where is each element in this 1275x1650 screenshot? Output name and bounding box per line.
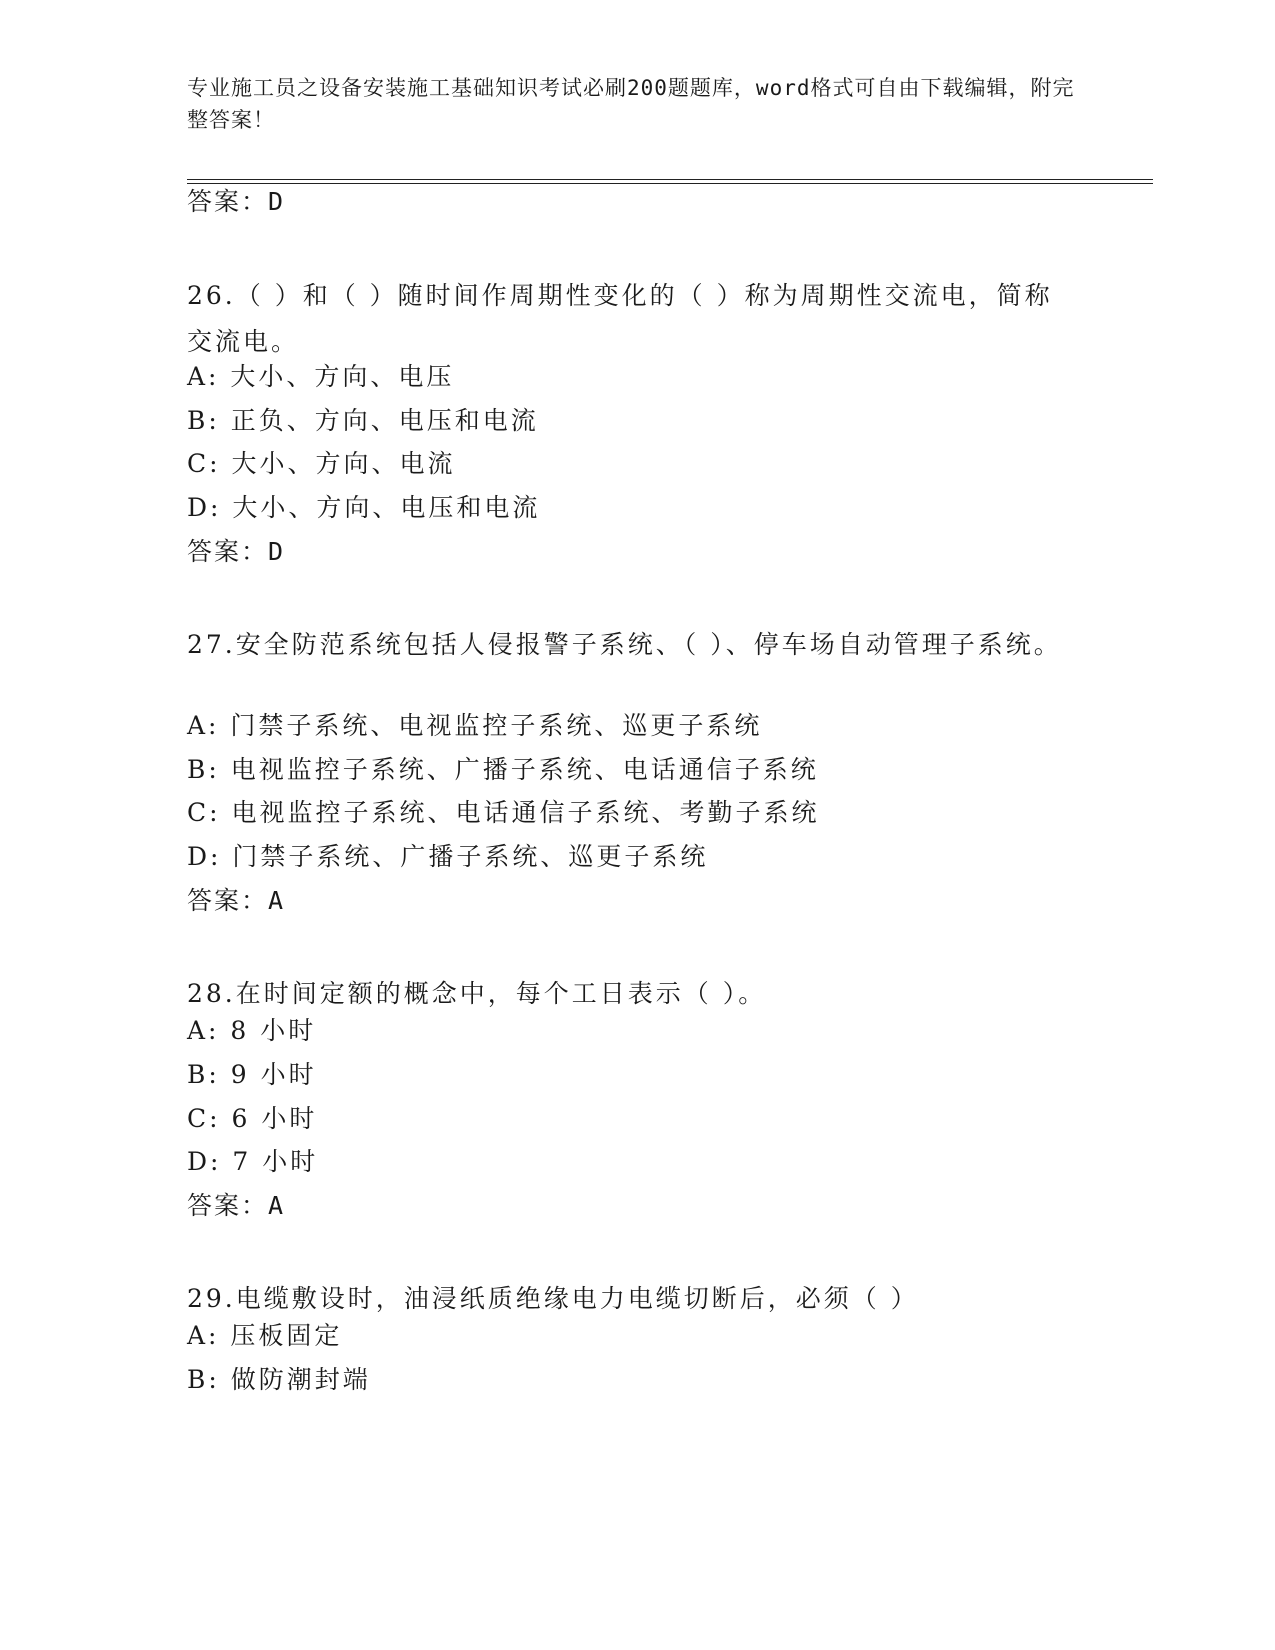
question-option: D: 7 小时 [187, 1147, 319, 1176]
question-option: B: 9 小时 [187, 1060, 317, 1089]
header-divider [187, 179, 1153, 180]
question-stem: 26.（ ）和（ ）随时间作周期性变化的（ ）称为周期性交流电，简称交流电。 [187, 281, 1053, 356]
question-option: A: 压板固定 [187, 1321, 343, 1350]
question-option: C: 6 小时 [187, 1104, 318, 1133]
question-stem: 29.电缆敷设时，油浸纸质绝缘电力电缆切断后，必须（ ） [187, 1284, 919, 1313]
question-option: D: 大小、方向、电压和电流 [187, 493, 541, 522]
document-header: 专业施工员之设备安装施工基础知识考试必刷200题题库，word格式可自由下载编辑，附完整答案！ [187, 76, 1075, 132]
question-option: B: 电视监控子系统、广播子系统、电话通信子系统 [187, 755, 819, 784]
question-stem: 28.在时间定额的概念中，每个工日表示（ ）。 [187, 979, 767, 1008]
answer-line [187, 1191, 285, 1221]
question-option: B: 正负、方向、电压和电流 [187, 406, 539, 435]
question-option: D: 门禁子系统、广播子系统、巡更子系统 [187, 842, 709, 871]
question-option: C: 电视监控子系统、电话通信子系统、考勤子系统 [187, 798, 820, 827]
question-option: C: 大小、方向、电流 [187, 449, 456, 478]
answer-label: 答案： [187, 187, 269, 216]
question-option: A: 8 小时 [187, 1016, 317, 1045]
question-option: A: 大小、方向、电压 [187, 362, 455, 391]
question-option: B: 做防潮封端 [187, 1365, 371, 1394]
answer-value: D [268, 537, 286, 566]
header-divider-double [187, 183, 1153, 184]
answer-label: 答案： [187, 1191, 269, 1220]
answer-line [187, 537, 285, 567]
question-option: A: 门禁子系统、电视监控子系统、巡更子系统 [187, 711, 763, 740]
answer-value: D [268, 187, 286, 216]
answer-value: A [268, 886, 286, 915]
answer-label: 答案： [187, 537, 269, 566]
answer-line [187, 187, 285, 217]
answer-value: A [268, 1191, 286, 1220]
answer-line [187, 886, 285, 916]
question-stem: 27.安全防范系统包括人侵报警子系统、（ ）、停车场自动管理子系统。 [187, 630, 1062, 659]
answer-label: 答案： [187, 886, 269, 915]
